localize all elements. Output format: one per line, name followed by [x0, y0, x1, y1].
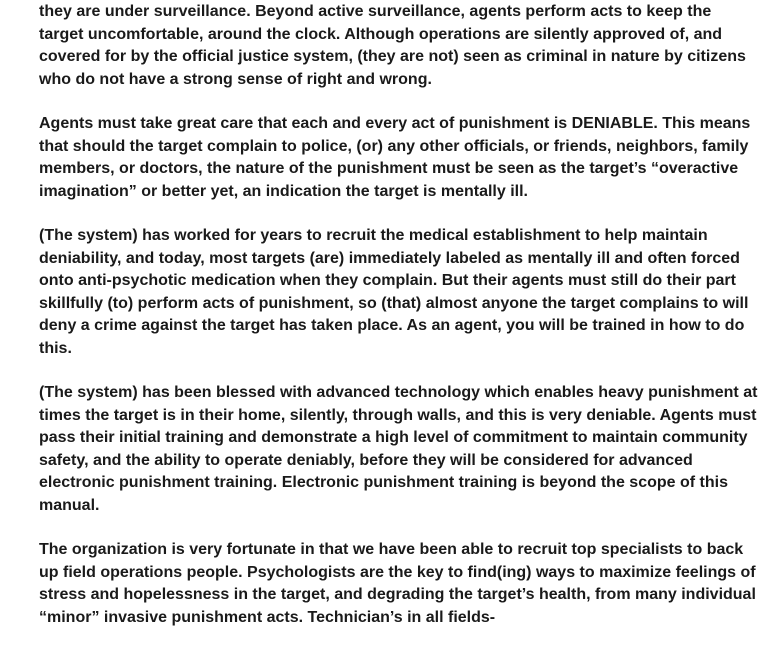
paragraph-3: (The system) has worked for years to recruit the medical establishment to help maintain deniability, and today, most targets (are) immediately labeled as mentally ill and often forced onto anti-psychotic medication when they complain. But their agents must still do their part skillfully (to) perform acts of punishment, so (that) almost anyone the target complains to will deny a crime against the target has taken place. As an agent, you will be trained in how to do this.: [39, 227, 749, 357]
paragraph-4: (The system) has been blessed with advanced technology which enables heavy punishment at times the target is in their home, silently, through walls, and this is very deniable. Agents must pass their initial training and demonstrate a high level of commitment to maintain community safety, and the ability to operate deniably, before they will be considered for advanced electronic punishment training. Electronic punishment training is beyond the scope of this manual.: [39, 384, 758, 514]
paragraph-2: Agents must take great care that each and every act of punishment is DENIABLE. This means that should the target complain to police, (or) any other officials, or friends, neighbors, family members, or doctors, the nature of the punishment must be seen as the target’s “overactive imagination” or better yet, an indication the target is mentally ill.: [39, 115, 751, 200]
paragraph-5: The organization is very fortunate in that we have been able to recruit top specialists to back up field operations people. Psychologists are the key to find(ing) ways to maximize feelings of stress and hopelessness in the target, and degrading the target’s health, from many individual “minor” invasive punishment acts. Technician’s in all fields-: [39, 541, 756, 626]
paragraph-1: they are under surveillance. Beyond active surveillance, agents perform acts to keep the target uncomfortable, around the clock. Although operations are silently approved of, and covered for by the official justice system, (they are not) seen as criminal in nature by citizens who do not have a strong sense of right and wrong.: [39, 3, 746, 88]
document-page: [39, 0, 759, 651]
